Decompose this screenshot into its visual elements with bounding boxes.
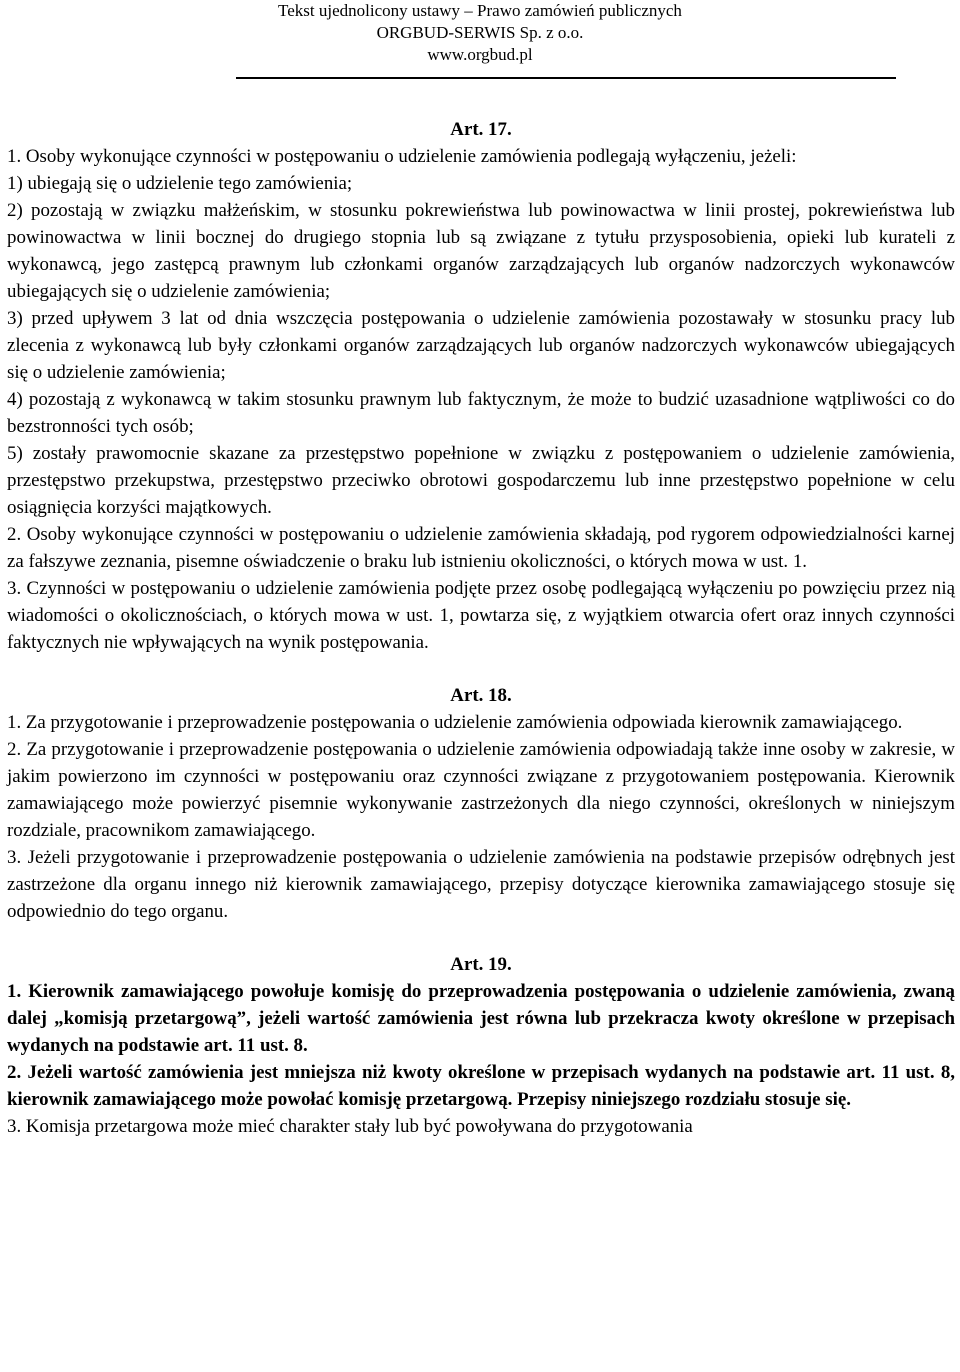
section-gap [7, 656, 955, 682]
art17-item-3: 3) przed upływem 3 lat od dnia wszczęcia postępowania o udzielenie zamówienia pozostawały w stosunku pracy lub zlecenia z wykonawcą lub były członkami organów zarządzających lub organów nadzorczych wykonawców ubiegających się o udzielenie zamówienia; [7, 308, 955, 383]
art17-item-4: 4) pozostają z wykonawcą w takim stosunku prawnym lub faktycznym, że może to budzić uzasadnione wątpliwości co do bezstronności tych osób; [7, 389, 955, 437]
section-gap [7, 925, 955, 951]
document-body [7, 116, 955, 1140]
art17-para-1: 1. Osoby wykonujące czynności w postępowaniu o udzielenie zamówienia podlegają wyłączeniu, jeżeli: [7, 146, 797, 167]
art17-item-2: 2) pozostają w związku małżeńskim, w stosunku pokrewieństwa lub powinowactwa w linii prostej, pokrewieństwa lub powinowactwa w linii bocznej do drugiego stopnia lub są związane z tytułu przysposobienia, opieki lub kurateli z wykonawcą, jego zastępcą prawnym lub członkami organów zarządzających lub organów nadzorczych wykonawców ubiegających się o udzielenie zamówienia; [7, 200, 955, 302]
art17-item-1: 1) ubiegają się o udzielenie tego zamówienia; [7, 173, 353, 194]
header-website: www.orgbud.pl [427, 45, 533, 64]
header-divider [236, 77, 896, 79]
art19-title: Art. 19. [450, 954, 512, 975]
art17-para-2: 2. Osoby wykonujące czynności w postępowaniu o udzielenie zamówienia składają, pod rygorem odpowiedzialności karnej za fałszywe zeznania, pisemne oświadczenie o braku lub istnieniu okoliczności, o których mowa w ust. 1. [7, 524, 955, 572]
art18-para-1: 1. Za przygotowanie i przeprowadzenie postępowania o udzielenie zamówienia odpowiada kierownik zamawiającego. [7, 712, 903, 733]
art18-para-3: 3. Jeżeli przygotowanie i przeprowadzenie postępowania o udzielenie zamówienia na podstawie przepisów odrębnych jest zastrzeżone dla organu innego niż kierownik zamawiającego, przepisy dotyczące kierownika zamawiającego stosuje się odpowiednio do tego organu. [7, 847, 955, 922]
art19-para-1: 1. Kierownik zamawiającego powołuje komisję do przeprowadzenia postępowania o udzielenie zamówienia, zwaną dalej „komisją przetargową”, jeżeli wartość zamówienia jest równa lub przekracza kwoty określone w przepisach wydanych na podstawie art. 11 ust. 8. [7, 981, 955, 1056]
art19-para-3: 3. Komisja przetargowa może mieć charakter stały lub być powoływana do przygotowania [7, 1116, 693, 1137]
art17-title: Art. 17. [450, 119, 512, 140]
document-header [0, 0, 960, 78]
art17-para-3: 3. Czynności w postępowaniu o udzielenie zamówienia podjęte przez osobę podlegającą wyłączeniu po powzięciu przez nią wiadomości o okolicznościach, o których mowa w ust. 1, powtarza się, z wyjątkiem otwarcia ofert oraz innych czynności faktycznych nie wpływających na wynik postępowania. [7, 578, 955, 653]
art18-title: Art. 18. [450, 685, 512, 706]
header-company: ORGBUD-SERWIS Sp. z o.o. [376, 23, 584, 42]
art17-item-5: 5) zostały prawomocnie skazane za przestępstwo popełnione w związku z postępowaniem o udzielenie zamówienia, przestępstwo przekupstwa, przestępstwo przeciwko obrotowi gospodarczemu lub inne przestępstwo popełnione w celu osiągnięcia korzyści majątkowych. [7, 443, 955, 518]
art19-para-2: 2. Jeżeli wartość zamówienia jest mniejsza niż kwoty określone w przepisach wydanych na podstawie art. 11 ust. 8, kierownik zamawiającego może powołać komisję przetargową. Przepisy niniejszego rozdziału stosuje się. [7, 1062, 955, 1110]
art18-para-2: 2. Za przygotowanie i przeprowadzenie postępowania o udzielenie zamówienia odpowiadają także inne osoby w zakresie, w jakim powierzono im czynności w postępowaniu oraz czynności związane z przygotowaniem postępowania. Kierownik zamawiającego może powierzyć pisemnie wykonywanie zastrzeżonych dla niego czynności, określonych w niniejszym rozdziale, pracownikom zamawiającego. [7, 739, 955, 841]
header-title: Tekst ujednolicony ustawy – Prawo zamówień publicznych [278, 1, 682, 20]
